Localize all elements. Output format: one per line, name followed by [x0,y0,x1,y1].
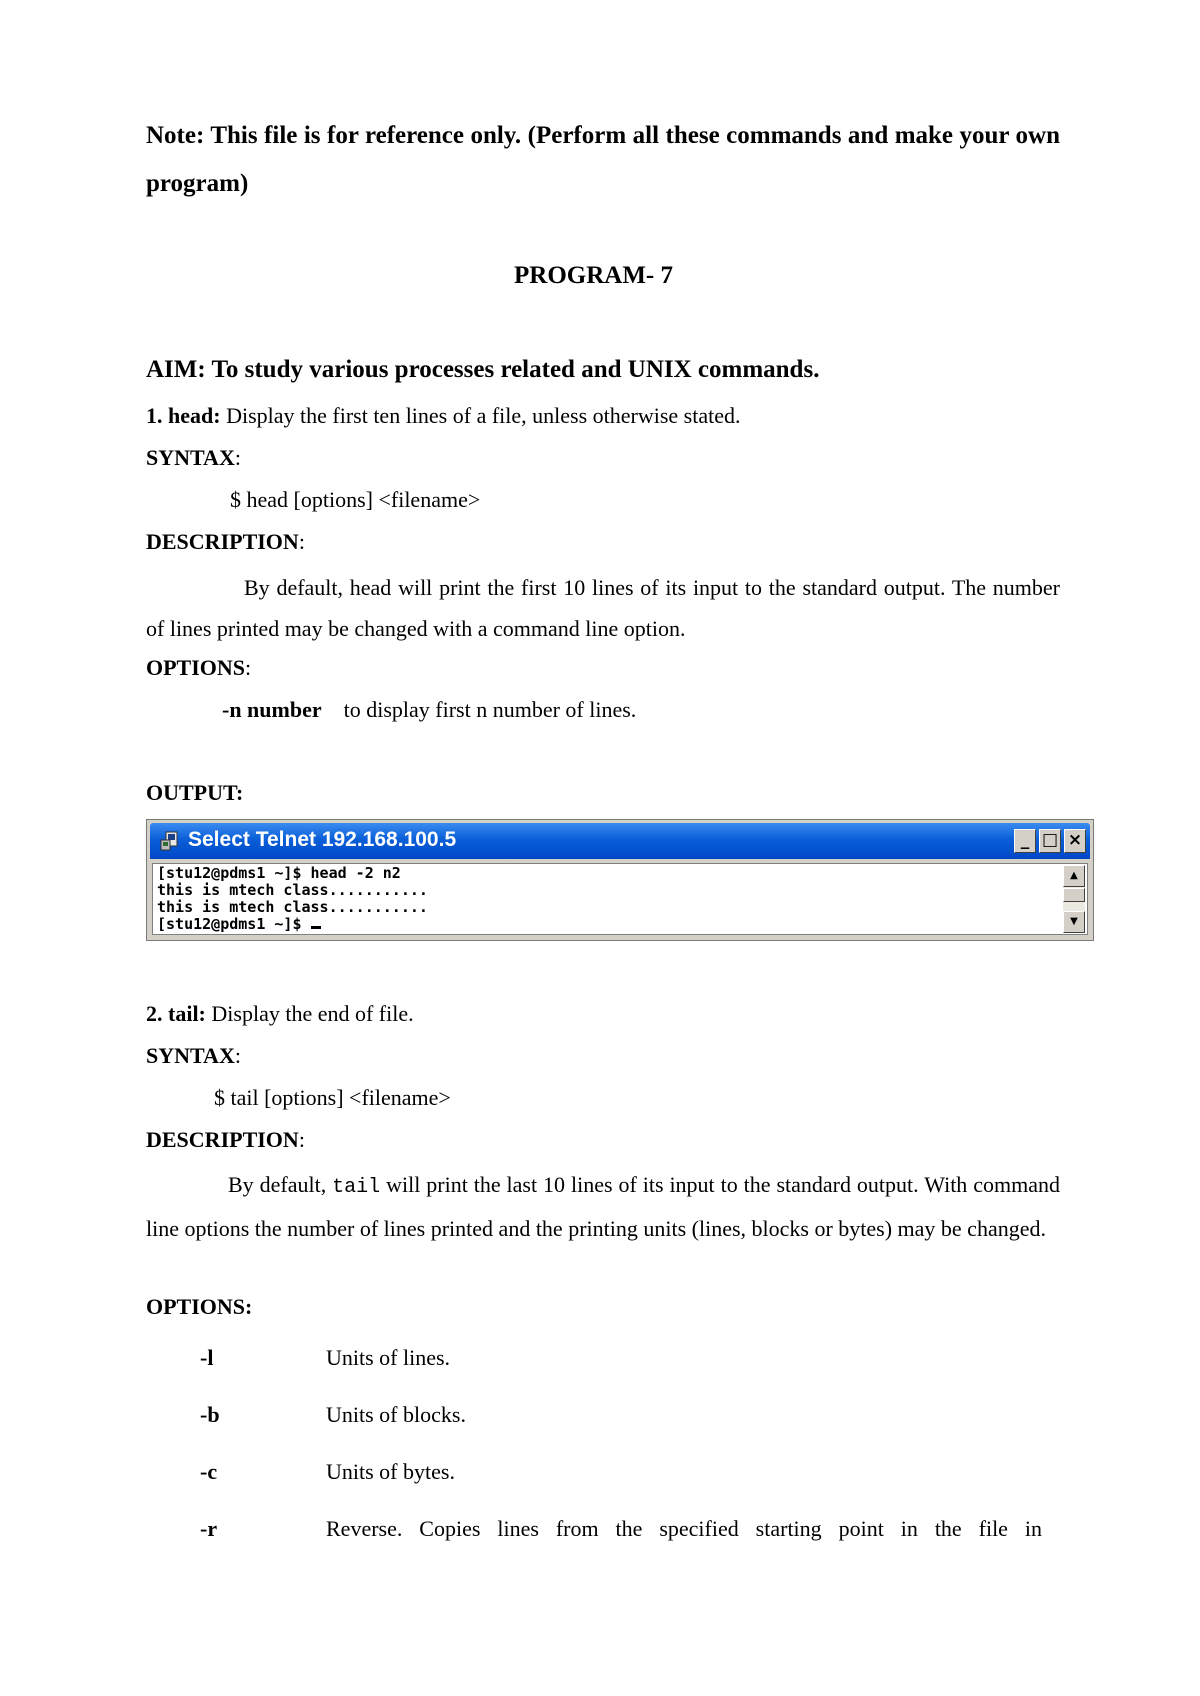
head-syntax-heading: SYNTAX: [146,445,241,470]
tail-desc-after: will print the last 10 lines of its input to the standard output. With command line options the number of lines printed and the printing units (lines, blocks or bytes) may be changed. [146,1172,1060,1241]
head-syntax: $ head [options] <filename> [230,487,481,512]
terminal-output[interactable] [152,863,1088,935]
telnet-window [146,819,1094,941]
telnet-title: Select Telnet 192.168.100.5 [188,828,457,851]
telnet-title-bar[interactable] [150,823,1090,859]
terminal-line: [stu12@pdms1 ~]$ head -2 n2 [157,864,401,882]
terminal-cursor [311,926,321,929]
head-output-label: OUTPUT: [146,780,244,805]
minimize-button[interactable]: _ [1014,829,1036,853]
head-syntax-label: SYNTAX [146,445,235,470]
head-description-heading: DESCRIPTION: [146,529,305,554]
head-command-line [146,403,741,429]
aim-heading: AIM: To study various processes related and UNIX commands. [146,356,820,383]
tail-description [146,1164,1060,1249]
tail-option-text: Units of bytes. [326,1459,455,1484]
tail-option-text: Units of lines. [326,1345,451,1370]
tail-options-label: OPTIONS: [146,1294,253,1319]
tail-option-text: Reverse. Copies lines from the specified starting point in the file in [326,1516,1042,1541]
head-description-label: DESCRIPTION [146,529,299,554]
tail-option-flag: -l [200,1345,214,1370]
tail-desc-code: tail [332,1176,381,1199]
head-option-n [222,697,636,723]
tail-option-flag: -r [200,1516,218,1541]
head-option-flag: -n number [222,697,322,722]
terminal-line: [stu12@pdms1 ~]$ [157,915,311,933]
head-options-label: OPTIONS [146,655,246,680]
scroll-thumb[interactable] [1063,888,1085,902]
terminal-text [157,865,428,933]
vertical-scrollbar[interactable] [1063,865,1085,933]
tail-command-line [146,1001,414,1027]
tail-syntax-heading: SYNTAX: [146,1043,241,1068]
terminal-icon [160,831,178,851]
head-command-summary: Display the first ten lines of a file, unless otherwise stated. [226,403,741,428]
tail-description-heading: DESCRIPTION: [146,1127,305,1152]
tail-option-flag: -c [200,1459,218,1484]
head-description: By default, head will print the first 10 lines of its input to the standard output. The number of lines printed may be changed with a command line option. [146,575,1060,641]
terminal-line: this is mtech class........... [157,898,428,916]
tail-command-label: 2. tail: [146,1001,206,1026]
close-button[interactable]: × [1064,829,1086,853]
maximize-button[interactable]: □ [1039,829,1061,853]
scroll-up-button[interactable]: ▲ [1063,865,1085,887]
tail-command-summary: Display the end of file. [211,1001,414,1026]
tail-syntax: $ tail [options] <filename> [214,1085,451,1110]
tail-syntax-label: SYNTAX [146,1043,235,1068]
tail-option-text: Units of blocks. [326,1402,466,1427]
program-title: PROGRAM- 7 [514,262,673,289]
head-command-label: 1. head: [146,403,221,428]
reference-note: Note: This file is for reference only. (Perform all these commands and make your own program) [146,122,1060,197]
tail-description-label: DESCRIPTION [146,1127,299,1152]
terminal-line: this is mtech class........... [157,881,428,899]
head-option-text: to display first n number of lines. [343,697,637,722]
tail-option-flag: -b [200,1402,220,1427]
tail-desc-before: By default, [228,1172,333,1197]
scroll-down-button[interactable]: ▼ [1063,911,1085,933]
head-options-heading: OPTIONS: [146,655,252,680]
